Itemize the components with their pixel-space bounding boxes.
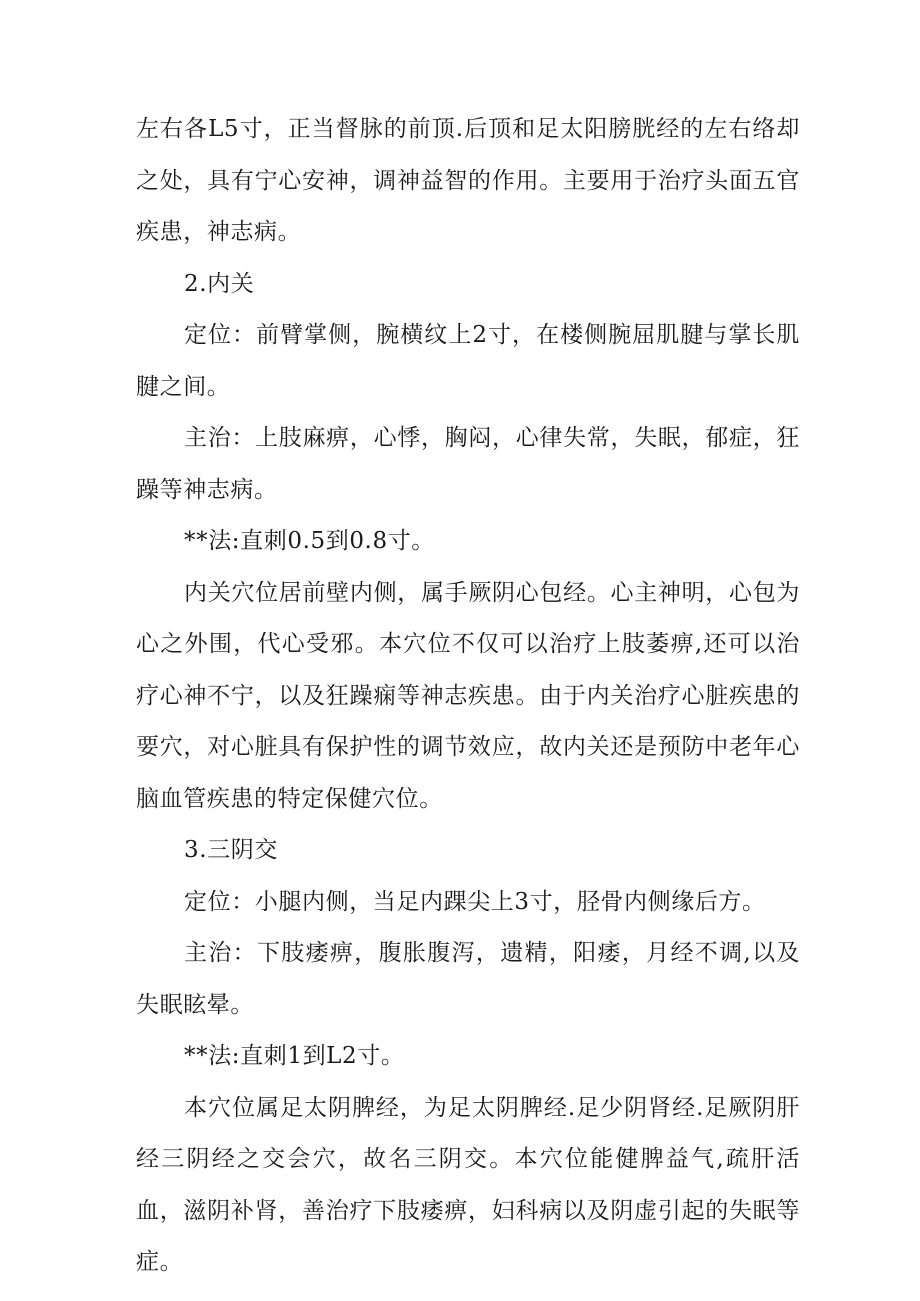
paragraph-neiguan-location: 定位：前臂掌侧，腕横纹上2寸，在楼侧腕屈肌腱与掌长肌腱之间。 — [136, 322, 800, 400]
paragraph-sanyinjiao-description: 本穴位属足太阴脾经，为足太阴脾经.足少阴肾经.足厥阴肝经三阴经之交会穴，故名三阴交。本穴位能健脾益气,疏肝活血，滋阴补肾，善治疗下肢痿痹，妇科病以及阴虚引起的失眠等症。 — [136, 1094, 800, 1275]
paragraph-sanyinjiao-location: 定位：小腿内侧，当足内踝尖上3寸，胫骨内侧缘后方。 — [184, 888, 766, 915]
paragraph-continuation: 左右各L5寸，正当督脉的前顶.后顶和足太阳膀胱经的左右络却之处，具有宁心安神，调神益智的作用。主要用于治疗头面五官疾患，神志病。 — [136, 116, 800, 245]
heading-neiguan: 2.内关 — [184, 270, 255, 297]
paragraph-neiguan-indications: 主治：上肢麻痹，心悸，胸闷，心律失常，失眠，郁症，狂躁等神志病。 — [136, 425, 800, 503]
paragraph-sanyinjiao-method: **法:直刺1到L2寸。 — [184, 1043, 405, 1069]
paragraph-sanyinjiao-indications: 主治：下肢痿痹，腹胀腹泻，遗精，阳痿，月经不调,以及失眠眩晕。 — [136, 940, 800, 1018]
paragraph-neiguan-description: 内关穴位居前壁内侧，属手厥阴心包经。心主神明，心包为心之外围，代心受邪。本穴位不仅可以治疗上肢萎痹,还可以治疗心神不宁，以及狂躁痫等神志疾患。由于内关治疗心脏疾患的要穴，对心脏具有保护性的调节效应，故内关还是预防中老年心脑血管疾患的特定保健穴位。 — [136, 579, 800, 812]
document-body — [136, 104, 800, 1289]
heading-sanyinjiao: 3.三阴交 — [184, 837, 278, 863]
paragraph-neiguan-method: **法:直刺0.5到0.8寸。 — [184, 528, 435, 554]
